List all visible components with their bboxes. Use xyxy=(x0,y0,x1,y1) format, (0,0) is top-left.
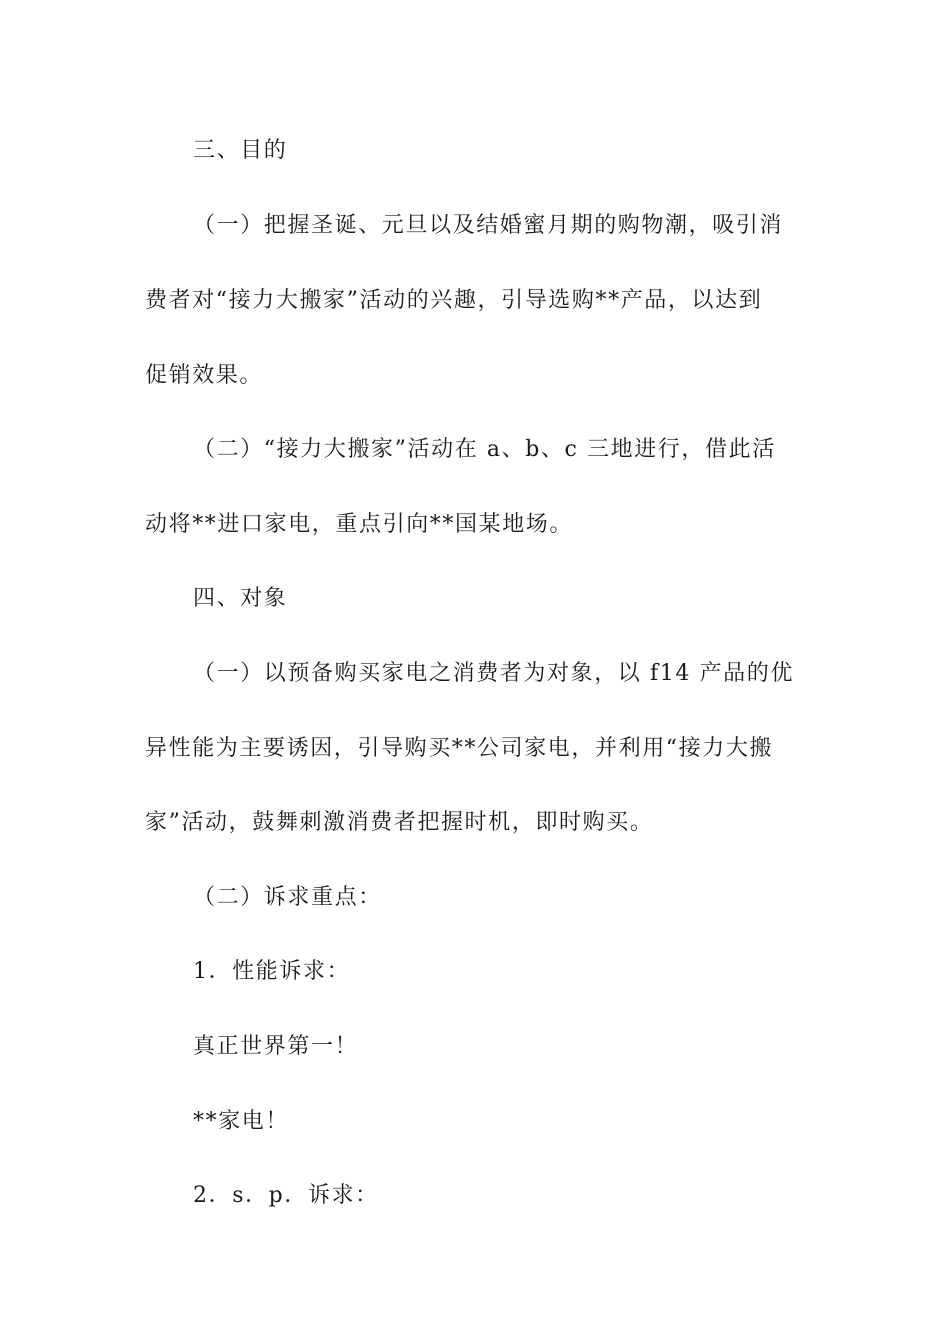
subheading-appeal-focus: （二）诉求重点： xyxy=(193,885,382,910)
paragraph-line: 费者对“接力大搬家”活动的兴趣，引导选购**产品，以达到 xyxy=(145,288,763,313)
paragraph-line: （一）把握圣诞、元旦以及结婚蜜月期的购物潮，吸引消 xyxy=(193,213,784,238)
section-heading-audience: 四、对象 xyxy=(193,586,288,611)
slogan-line: **家电！ xyxy=(193,1109,290,1134)
paragraph-line: （一）以预备购买家电之消费者为对象，以 f14 产品的优 xyxy=(193,661,794,686)
list-item-performance-appeal: 1．性能诉求： xyxy=(193,959,351,984)
section-heading-purpose: 三、目的 xyxy=(193,138,288,163)
list-item-sp-appeal: 2．s．p．诉求： xyxy=(193,1183,379,1208)
paragraph-line: 家”活动，鼓舞刺激消费者把握时机，即时购买。 xyxy=(145,810,654,835)
paragraph-line: （二）“接力大搬家”活动在 a、b、c 三地进行，借此活 xyxy=(193,437,776,462)
paragraph-line: 促销效果。 xyxy=(145,363,264,388)
paragraph-line: 异性能为主要诱因，引导购买**公司家电，并利用“接力大搬 xyxy=(145,736,774,761)
paragraph-line: 动将**进口家电，重点引向**国某地场。 xyxy=(145,512,574,537)
slogan-line: 真正世界第一！ xyxy=(193,1034,359,1059)
